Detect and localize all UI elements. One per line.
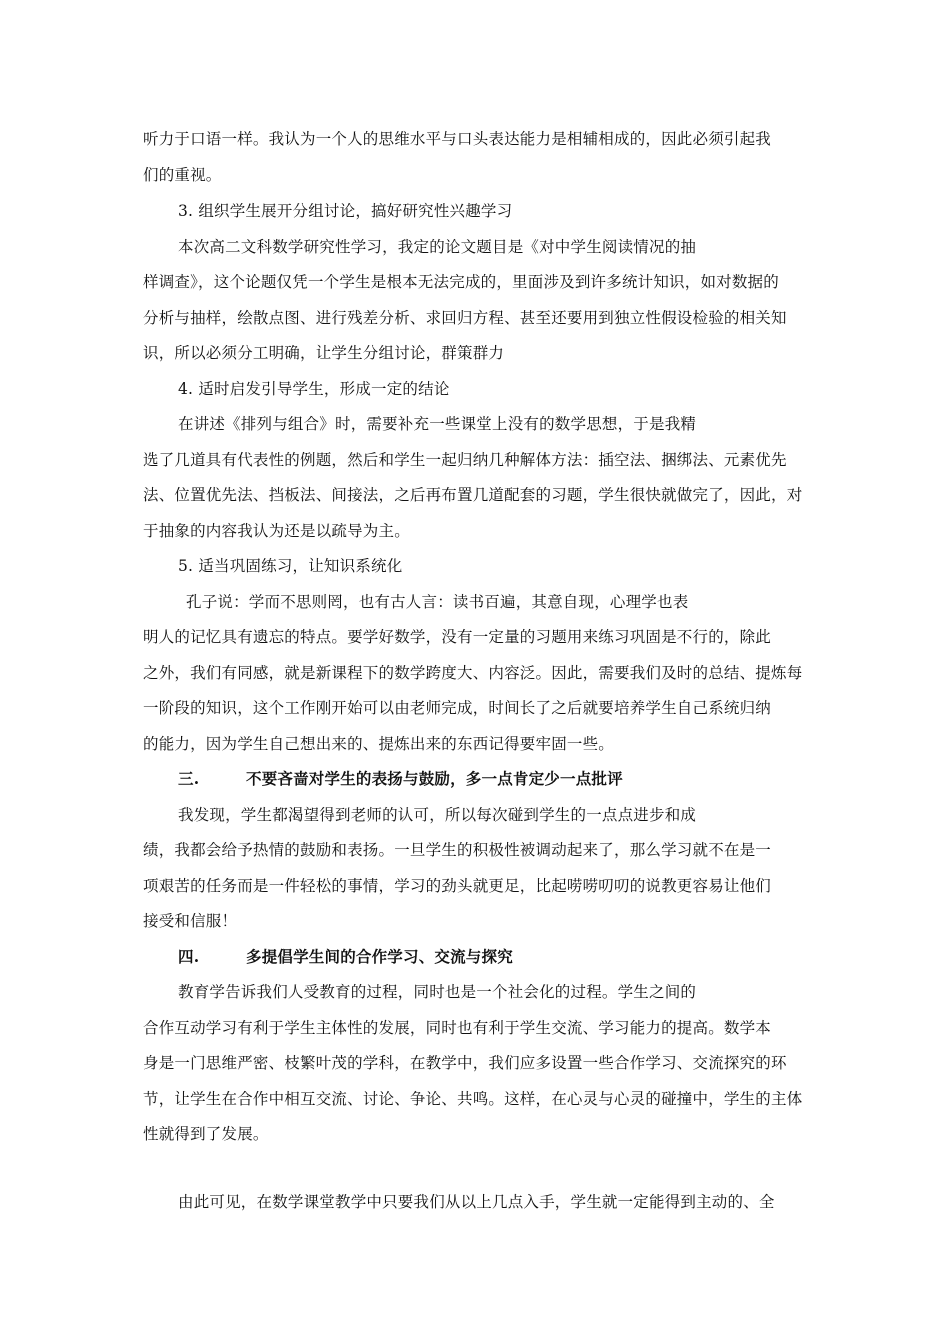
subsection-heading-3: 3. 组织学生展开分组讨论，搞好研究性兴趣学习 xyxy=(178,202,513,220)
body-text-line: 明人的记忆具有遗忘的特点。要学好数学，没有一定量的习题用来练习巩固是不行的，除此 xyxy=(143,628,772,646)
paragraph-first-line: 教育学告诉我们人受教育的过程，同时也是一个社会化的过程。学生之间的 xyxy=(178,983,697,1001)
body-text-line: 身是一门思维严密、枝繁叶茂的学科，在教学中，我们应多设置一些合作学习、交流探究的环 xyxy=(143,1054,787,1072)
body-text-line: 节，让学生在合作中相互交流、讨论、争论、共鸣。这样，在心灵与心灵的碰撞中，学生的主体 xyxy=(143,1090,803,1108)
paragraph-first-line: 在讲述《排列与组合》时，需要补充一些课堂上没有的数学思想，于是我精 xyxy=(178,415,697,433)
body-text-line: 选了几道具有代表性的例题，然后和学生一起归纳几种解体方法：插空法、捆绑法、元素优先 xyxy=(143,451,787,469)
subsection-heading-5: 5. 适当巩固练习，让知识系统化 xyxy=(178,557,403,575)
paragraph-first-line: 孔子说：学而不思则罔，也有古人言：读书百遍，其意自现，心理学也表 xyxy=(186,593,689,611)
conclusion-paragraph-line: 由此可见，在数学课堂教学中只要我们从以上几点入手，学生就一定能得到主动的、全 xyxy=(178,1193,775,1211)
body-text-line: 样调查》，这个论题仅凭一个学生是根本无法完成的，里面涉及到许多统计知识，如对数据的 xyxy=(143,273,779,291)
body-text-line: 听力于口语一样。我认为一个人的思维水平与口头表达能力是相辅相成的，因此必须引起我 xyxy=(143,130,772,148)
body-text-line: 之外，我们有同感，就是新课程下的数学跨度大、内容泛。因此，需要我们及时的总结、提炼每 xyxy=(143,664,803,682)
body-text-line: 的能力，因为学生自己想出来的、提炼出来的东西记得要牢固一些。 xyxy=(143,735,615,753)
body-text-line: 项艰苦的任务而是一件轻松的事情，学习的劲头就更足，比起唠唠叨叨的说教更容易让他们 xyxy=(143,877,772,895)
body-text-line: 接受和信服！ xyxy=(143,912,238,930)
body-text-line: 们的重视。 xyxy=(143,166,222,184)
body-text-line: 分析与抽样，绘散点图、进行残差分析、求回归方程、甚至还要用到独立性假设检验的相关知 xyxy=(143,309,787,327)
subsection-heading-4: 4. 适时启发引导学生，形成一定的结论 xyxy=(178,380,450,398)
section-number-3: 三. xyxy=(178,769,200,788)
body-text-line: 绩，我都会给予热情的鼓励和表扬。一旦学生的积极性被调动起来了，那么学习就不在是一 xyxy=(143,841,772,859)
paragraph-first-line: 我发现，学生都渴望得到老师的认可，所以每次碰到学生的一点点进步和成 xyxy=(178,806,697,824)
body-text-line: 于抽象的内容我认为还是以疏导为主。 xyxy=(143,522,410,540)
body-text-line: 一阶段的知识，这个工作刚开始可以由老师完成，时间长了之后就要培养学生自己系统归纳 xyxy=(143,699,772,717)
body-text-line: 识，所以必须分工明确，让学生分组讨论，群策群力 xyxy=(143,344,505,362)
body-text-line: 合作互动学习有利于学生主体性的发展，同时也有利于学生交流、学习能力的提高。数学本 xyxy=(143,1019,772,1037)
section-heading-3: 不要吝啬对学生的表扬与鼓励，多一点肯定少一点批评 xyxy=(246,769,623,788)
section-heading-4: 多提倡学生间的合作学习、交流与探究 xyxy=(246,947,513,966)
body-text-line: 法、位置优先法、挡板法、间接法，之后再布置几道配套的习题，学生很快就做完了，因此，对 xyxy=(143,486,803,504)
section-number-4: 四. xyxy=(178,947,200,966)
body-text-line: 性就得到了发展。 xyxy=(143,1125,269,1143)
paragraph-first-line: 本次高二文科数学研究性学习，我定的论文题目是《对中学生阅读情况的抽 xyxy=(178,238,697,256)
